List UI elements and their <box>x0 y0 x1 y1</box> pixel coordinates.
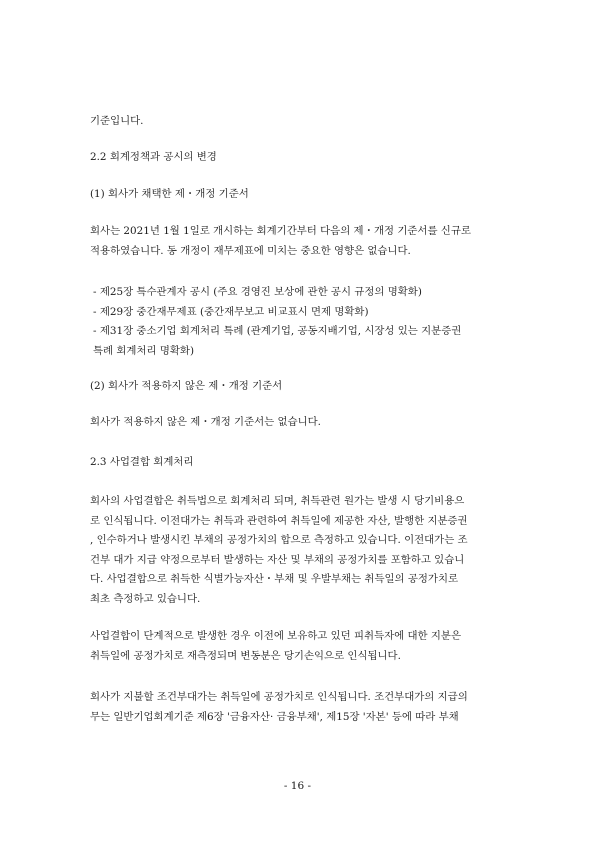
paragraph-line: , 인수하거나 발생시킨 부채의 공정가치의 합으로 측정하고 있습니다. 이전대가는 조 <box>90 534 468 546</box>
list-item: 특례 회계처리 명확화) <box>93 344 194 357</box>
paragraph-line: 회사의 사업결합은 취득법으로 회계처리 되며, 취득관련 원가는 발생 시 당기비용으 <box>90 495 465 507</box>
subsection-2-paragraph: 회사가 적용하지 않은 제・개정 기준서는 없습니다. <box>90 416 321 428</box>
continuation-text: 기준입니다. <box>90 115 144 127</box>
list-item: - 제25장 특수관계자 공시 (주요 경영진 보상에 관한 공시 규정의 명확화) <box>93 286 422 298</box>
paragraph-line: 다. 사업결합으로 취득한 식별가능자산・부채 및 우발부채는 취득일의 공정가치로 <box>90 573 459 585</box>
subsection-1-heading: (1) 회사가 채택한 제・개정 기준서 <box>90 188 249 200</box>
paragraph-line: 로 인식됩니다. 이전대가는 취득과 관련하여 취득일에 제공한 자산, 발행한 지분증권 <box>90 514 468 527</box>
business-combination-paragraph-1 <box>90 492 506 609</box>
subsection-1-paragraph <box>90 222 506 261</box>
list-item: - 제31장 중소기업 회계처리 특례 (관계기업, 공동지배기업, 시장성 있는 지분증권 <box>93 325 462 337</box>
paragraph-line: 회사가 지불할 조건부대가는 취득일에 공정가치로 인식됩니다. 조건부대가의 지급의 <box>90 691 468 703</box>
paragraph-line: 무는 일반기업회계기준 제6장 '금융자산· 금융부채', 제15장 '자본' 등에 따라 부채 <box>90 710 459 723</box>
paragraph-line: 건부 대가 지급 약정으로부터 발생하는 자산 및 부채의 공정가치를 포함하고 있습니 <box>90 553 465 566</box>
page-number: - 16 - <box>283 780 312 792</box>
paragraph-line: 사업결합이 단계적으로 발생한 경우 이전에 보유하고 있던 피취득자에 대한 지분은 <box>90 630 461 642</box>
subsection-2-heading: (2) 회사가 적용하지 않은 제・개정 기준서 <box>90 380 283 392</box>
paragraph-line: 적용하였습니다. 동 개정이 재무제표에 미치는 중요한 영향은 없습니다. <box>90 244 411 257</box>
list-item: - 제29장 중간재무제표 (중간재무보고 비교표시 면제 명확화) <box>93 305 369 318</box>
paragraph-line: 최초 측정하고 있습니다. <box>90 592 201 605</box>
business-combination-paragraph-3 <box>90 688 506 727</box>
amendment-list <box>93 283 509 361</box>
paragraph-line: 취득일에 공정가치로 재측정되며 변동분은 당기손익으로 인식됩니다. <box>90 649 401 662</box>
section-2-2-heading: 2.2 회계정책과 공시의 변경 <box>90 151 217 163</box>
paragraph-line: 회사는 2021년 1월 1일로 개시하는 회계기간부터 다음의 제・개정 기준서를 신규로 <box>90 225 471 237</box>
section-2-3-heading: 2.3 사업결합 회계처리 <box>90 456 194 468</box>
business-combination-paragraph-2 <box>90 627 506 666</box>
